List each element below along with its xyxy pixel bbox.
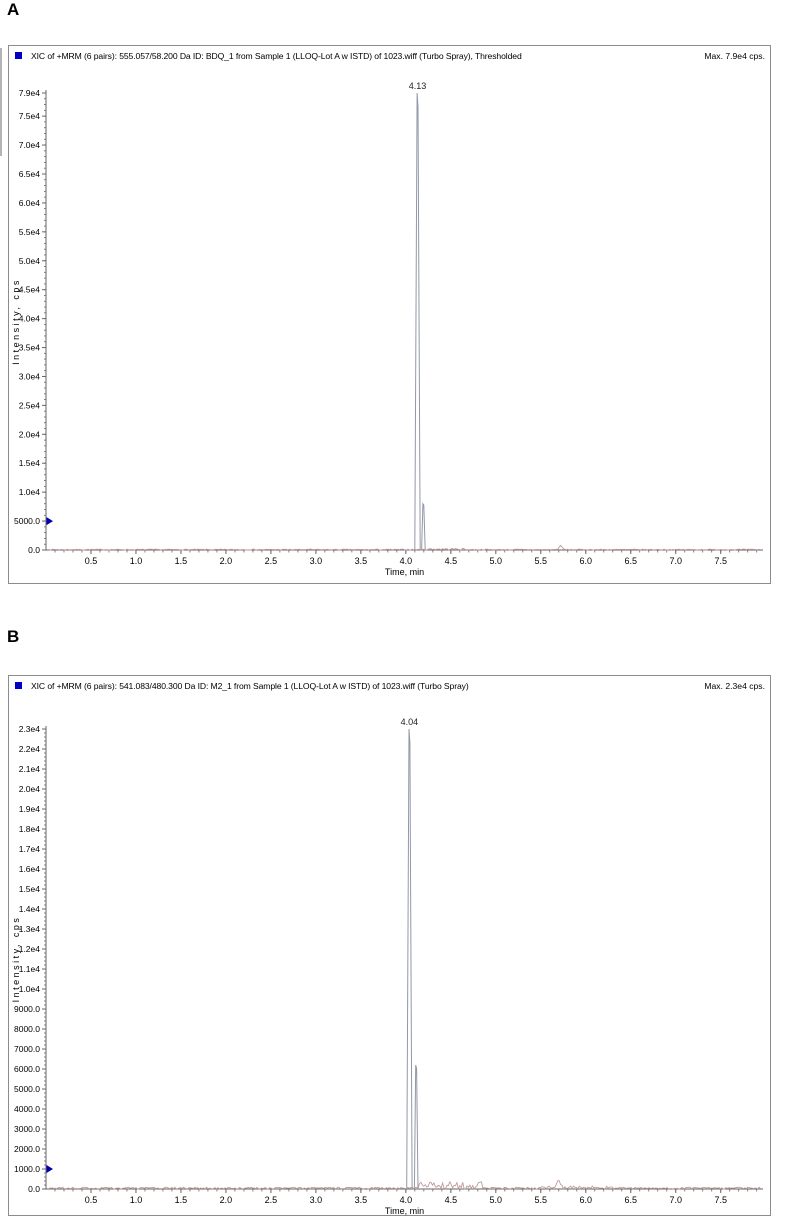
svg-text:6.0e4: 6.0e4 xyxy=(18,197,40,208)
svg-text:3.5e4: 3.5e4 xyxy=(18,342,40,353)
svg-text:3.0: 3.0 xyxy=(309,556,323,566)
svg-text:0.0: 0.0 xyxy=(28,545,40,555)
svg-text:1.4e4: 1.4e4 xyxy=(18,904,40,914)
chromatogram-a-header xyxy=(9,46,770,64)
svg-text:1.0: 1.0 xyxy=(129,1195,143,1205)
svg-text:7.5: 7.5 xyxy=(714,1195,727,1205)
svg-text:5.5e4: 5.5e4 xyxy=(18,226,40,237)
svg-text:2.5e4: 2.5e4 xyxy=(18,400,40,411)
panel-a-label: A xyxy=(7,0,20,19)
svg-text:Intensity, cps: Intensity, cps xyxy=(11,915,21,1003)
svg-text:6.0: 6.0 xyxy=(579,556,593,566)
svg-text:7.5e4: 7.5e4 xyxy=(18,111,40,122)
svg-text:5000.0: 5000.0 xyxy=(14,516,40,527)
svg-text:5.0e4: 5.0e4 xyxy=(18,255,40,266)
svg-text:4.5e4: 4.5e4 xyxy=(18,284,40,295)
svg-text:5.5: 5.5 xyxy=(534,1195,548,1205)
chromatogram-a-plot xyxy=(9,64,770,585)
chromatogram-panel-a xyxy=(8,45,771,584)
chromatogram-panel-b xyxy=(8,675,771,1216)
svg-text:1.7e4: 1.7e4 xyxy=(18,844,40,854)
legend-swatch-icon xyxy=(15,52,22,59)
svg-text:2.3e4: 2.3e4 xyxy=(18,724,40,734)
svg-text:2.1e4: 2.1e4 xyxy=(18,764,40,774)
svg-text:7.0: 7.0 xyxy=(669,556,682,566)
svg-text:1.3e4: 1.3e4 xyxy=(18,924,40,934)
svg-text:1.5e4: 1.5e4 xyxy=(18,458,40,469)
svg-text:Intensity, cps: Intensity, cps xyxy=(11,278,21,365)
svg-text:0.0: 0.0 xyxy=(28,1184,40,1194)
svg-text:3.5: 3.5 xyxy=(354,1195,368,1205)
svg-text:3.0: 3.0 xyxy=(309,1195,323,1205)
svg-text:6.5: 6.5 xyxy=(624,556,638,566)
svg-text:1.0e4: 1.0e4 xyxy=(18,984,40,994)
svg-text:4.0e4: 4.0e4 xyxy=(18,313,40,324)
chromatogram-b-max-label: Max. 2.3e4 cps. xyxy=(704,681,765,691)
svg-text:4.04: 4.04 xyxy=(400,717,419,727)
svg-text:1.5: 1.5 xyxy=(174,1195,188,1205)
svg-text:6.5e4: 6.5e4 xyxy=(18,168,40,179)
svg-text:3000.0: 3000.0 xyxy=(14,1124,40,1134)
svg-text:2.0: 2.0 xyxy=(219,1195,233,1205)
svg-text:2.2e4: 2.2e4 xyxy=(18,744,40,754)
svg-text:1.5: 1.5 xyxy=(174,556,188,566)
svg-text:1000.0: 1000.0 xyxy=(14,1164,40,1174)
svg-text:4.0: 4.0 xyxy=(399,556,413,566)
svg-text:1.8e4: 1.8e4 xyxy=(18,824,40,834)
svg-text:4.0: 4.0 xyxy=(399,1195,413,1205)
svg-text:0.5: 0.5 xyxy=(84,556,98,566)
svg-text:1.9e4: 1.9e4 xyxy=(18,804,40,814)
svg-text:6.0: 6.0 xyxy=(579,1195,593,1205)
svg-text:1.0: 1.0 xyxy=(129,556,143,566)
svg-text:4.13: 4.13 xyxy=(408,81,427,91)
left-edge-artifact xyxy=(0,48,2,156)
svg-text:5.0: 5.0 xyxy=(489,556,503,566)
legend-swatch-icon xyxy=(15,682,22,689)
svg-text:Time, min: Time, min xyxy=(384,567,425,577)
svg-text:7.9e4: 7.9e4 xyxy=(18,88,40,98)
svg-text:2.0e4: 2.0e4 xyxy=(18,784,40,794)
chromatogram-b-plot xyxy=(9,694,770,1217)
svg-text:3.0e4: 3.0e4 xyxy=(18,371,40,382)
svg-text:6.5: 6.5 xyxy=(624,1195,638,1205)
svg-text:2.5: 2.5 xyxy=(264,556,278,566)
svg-text:6000.0: 6000.0 xyxy=(14,1064,40,1074)
svg-text:2000.0: 2000.0 xyxy=(14,1144,40,1154)
svg-text:2.0: 2.0 xyxy=(219,556,233,566)
chromatogram-a-max-label: Max. 7.9e4 cps. xyxy=(704,51,765,61)
svg-text:2.0e4: 2.0e4 xyxy=(18,429,40,440)
svg-text:5.0: 5.0 xyxy=(489,1195,503,1205)
svg-text:4000.0: 4000.0 xyxy=(14,1104,40,1114)
chromatogram-b-title: XIC of +MRM (6 pairs): 541.083/480.300 Da ID: M2_1 from Sample 1 (LLOQ-Lot A w ISTD) of 1023.wiff (Turbo Spray) xyxy=(31,681,469,691)
panel-b-label: B xyxy=(7,627,20,646)
svg-text:7.5: 7.5 xyxy=(714,556,727,566)
svg-text:7000.0: 7000.0 xyxy=(14,1044,40,1054)
chromatogram-a-title: XIC of +MRM (6 pairs): 555.057/58.200 Da ID: BDQ_1 from Sample 1 (LLOQ-Lot A w ISTD) of 1023.wiff (Turbo Spray), Thresholded xyxy=(31,51,522,61)
svg-text:1.6e4: 1.6e4 xyxy=(18,864,40,874)
svg-text:8000.0: 8000.0 xyxy=(14,1024,40,1034)
svg-text:1.2e4: 1.2e4 xyxy=(18,944,40,954)
svg-text:1.1e4: 1.1e4 xyxy=(18,964,40,974)
svg-text:1.0e4: 1.0e4 xyxy=(18,487,40,498)
svg-text:1.5e4: 1.5e4 xyxy=(18,884,40,894)
svg-text:4.5: 4.5 xyxy=(444,556,458,566)
svg-text:4.5: 4.5 xyxy=(444,1195,458,1205)
svg-text:7.0: 7.0 xyxy=(669,1195,682,1205)
svg-text:Time, min: Time, min xyxy=(384,1206,425,1216)
chromatogram-b-header xyxy=(9,676,770,694)
svg-text:3.5: 3.5 xyxy=(354,556,368,566)
svg-text:9000.0: 9000.0 xyxy=(14,1004,40,1014)
svg-text:5000.0: 5000.0 xyxy=(14,1084,40,1094)
svg-text:5.5: 5.5 xyxy=(534,556,548,566)
svg-text:7.0e4: 7.0e4 xyxy=(18,140,40,151)
svg-text:0.5: 0.5 xyxy=(84,1195,98,1205)
svg-text:2.5: 2.5 xyxy=(264,1195,278,1205)
